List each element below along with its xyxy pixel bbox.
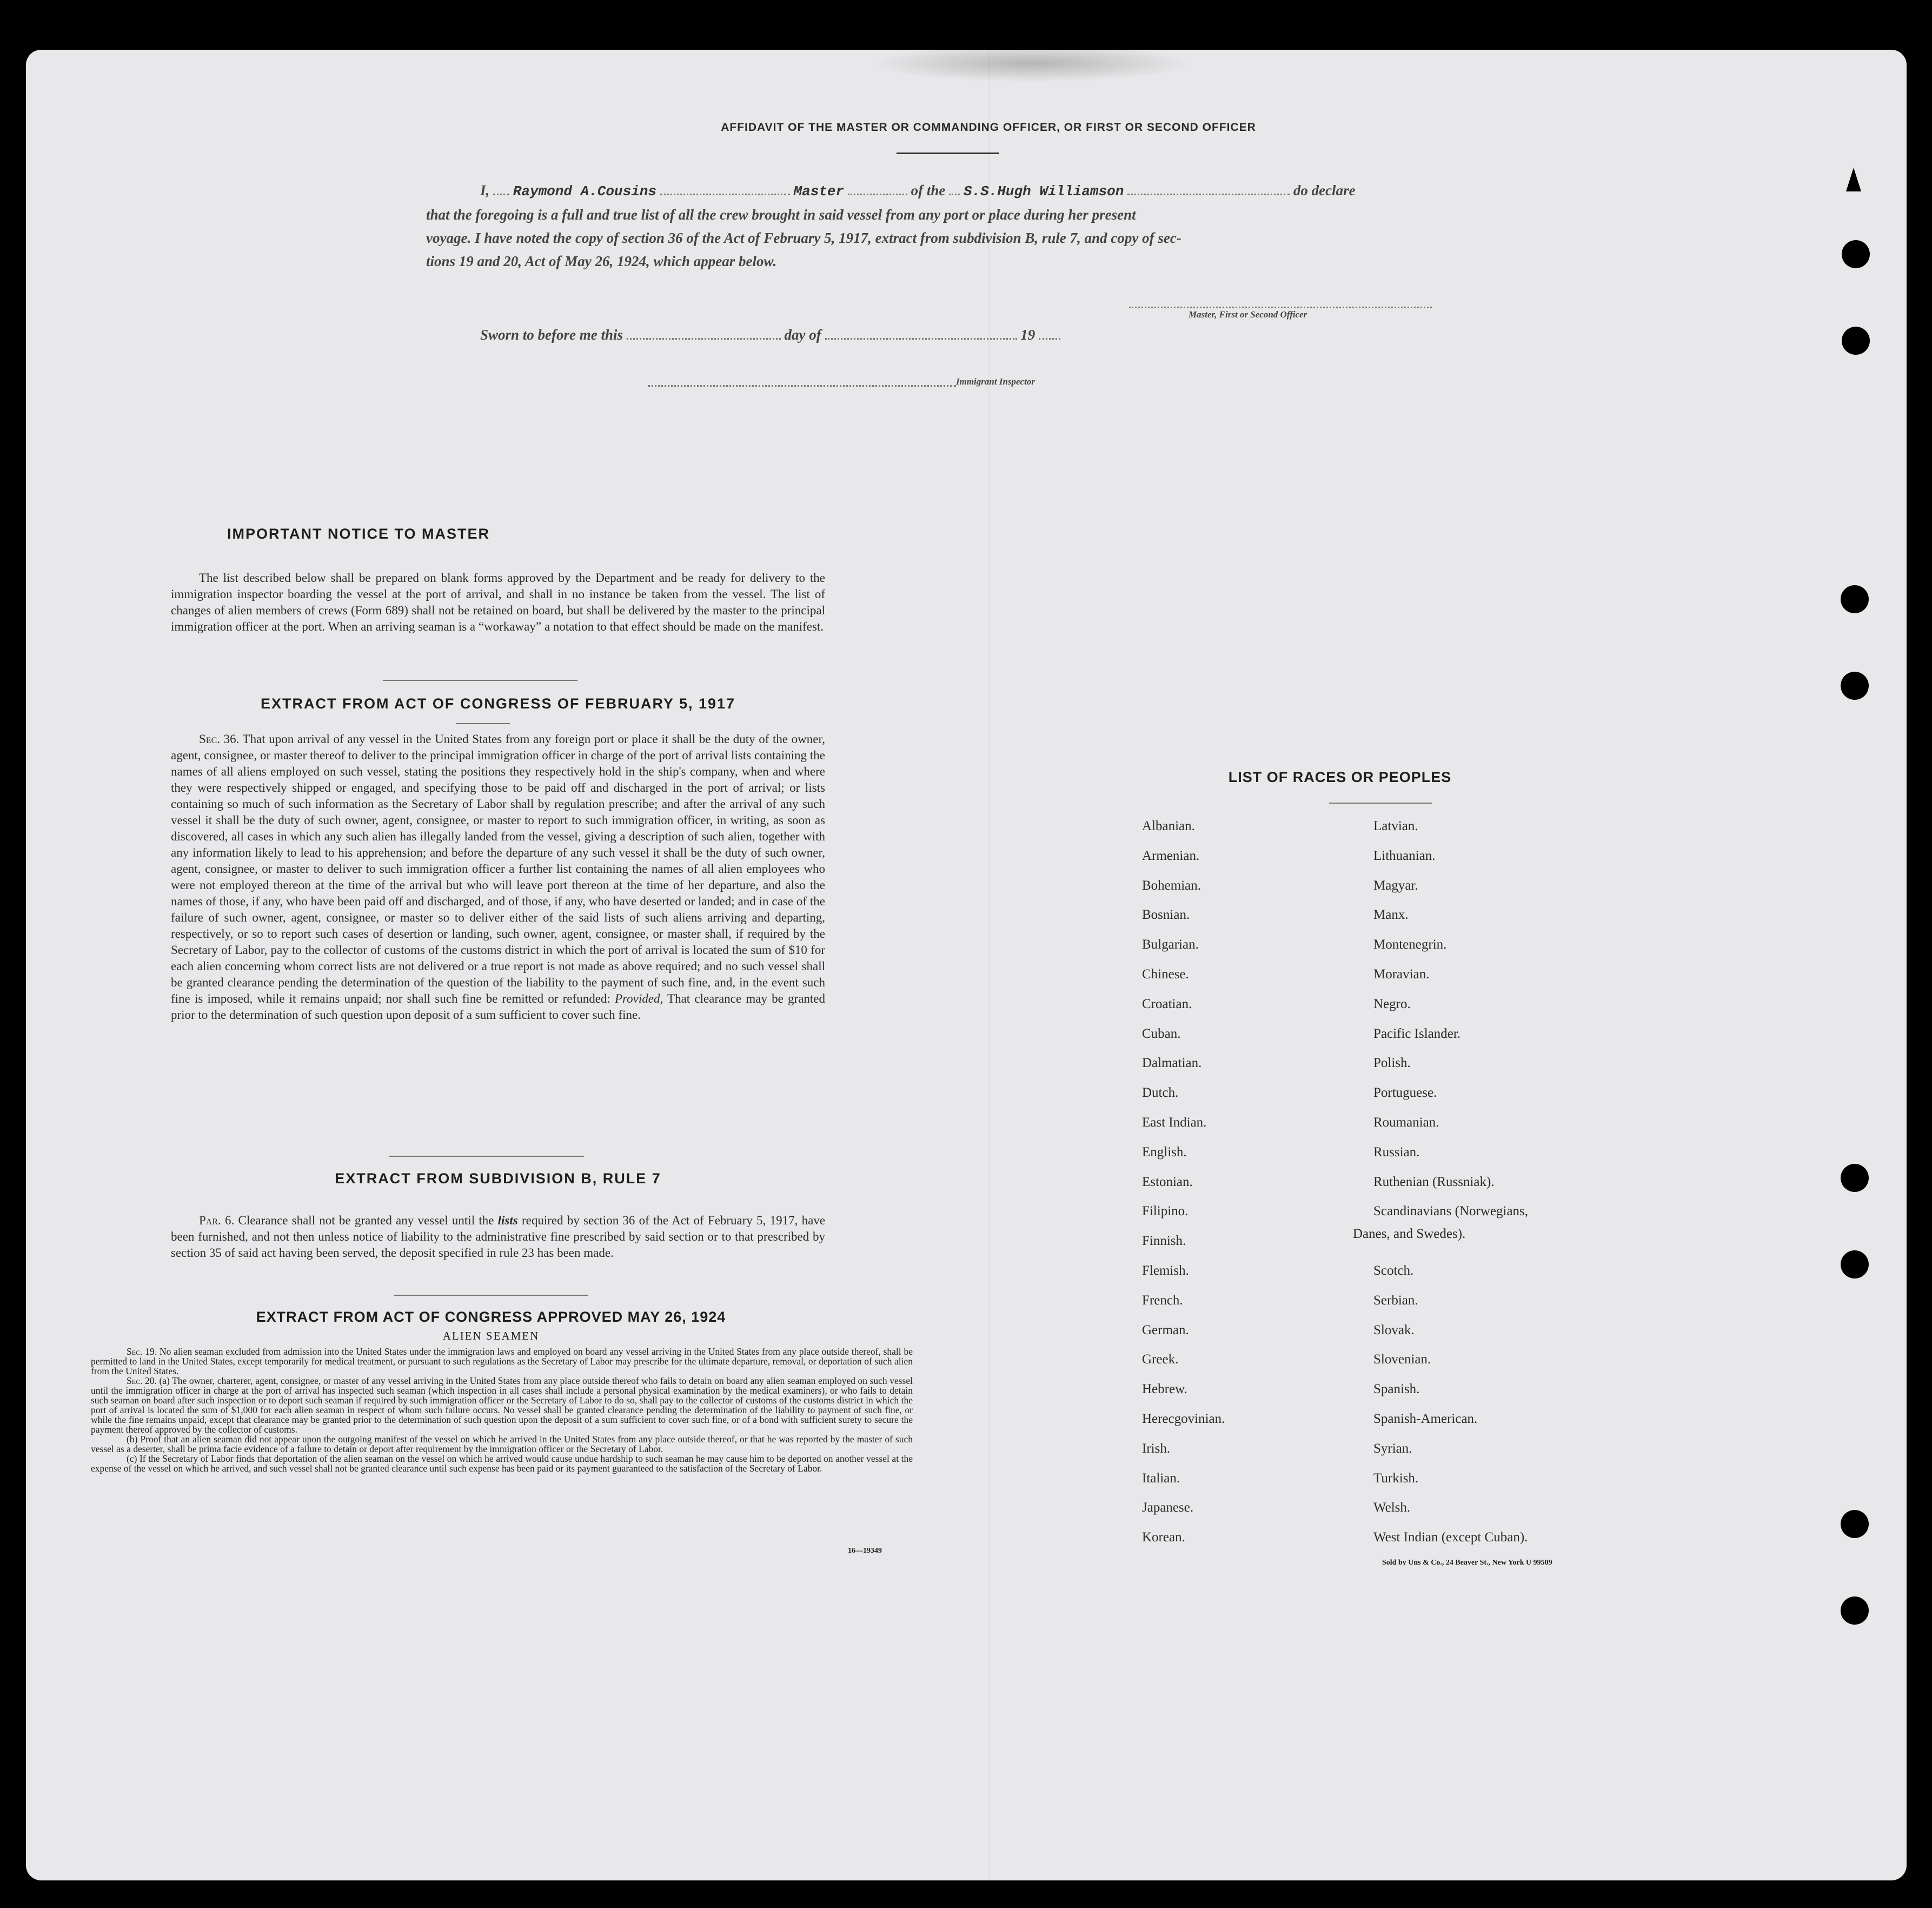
sec-19-label: Sec. 19. — [127, 1346, 157, 1357]
race-item: French. — [1142, 1293, 1183, 1308]
race-item: Slovak. — [1373, 1322, 1415, 1337]
sold-by-note: Sold by Uns & Co., 24 Beaver St., New York U 99509 — [1382, 1559, 1552, 1567]
extract-1924-title: EXTRACT FROM ACT OF CONGRESS APPROVED MAY 26, 1924 — [256, 1309, 726, 1325]
par-6-label: Par. 6. — [199, 1214, 235, 1227]
signature-label: Master, First or Second Officer — [1189, 309, 1307, 320]
sec-20-label: Sec. 20. — [127, 1375, 157, 1386]
race-item: Greek. — [1142, 1352, 1179, 1367]
divider — [389, 1156, 584, 1157]
notice-title: IMPORTANT NOTICE TO MASTER — [227, 526, 490, 542]
race-item: Dutch. — [1142, 1085, 1179, 1101]
race-item: Ruthenian (Russniak). — [1373, 1174, 1495, 1189]
affidavit-line-3: voyage. I have noted the copy of section 36 of the Act of February 5, 1917, extract from subdivision B, rule 7, and copy of sec- — [426, 230, 1181, 246]
race-item: Italian. — [1142, 1470, 1180, 1486]
race-item: Moravian. — [1373, 967, 1430, 982]
divider — [394, 1295, 588, 1296]
race-item: Japanese. — [1142, 1500, 1194, 1515]
affidavit-title: AFFIDAVIT OF THE MASTER OR COMMANDING OFFICER, OR FIRST OR SECOND OFFICER — [721, 121, 1256, 134]
race-item: Syrian. — [1373, 1441, 1412, 1456]
race-item: Turkish. — [1373, 1470, 1419, 1486]
races-title: LIST OF RACES OR PEOPLES — [1228, 769, 1452, 785]
form-number: 16—19349 — [848, 1547, 882, 1555]
race-item: Negro. — [1373, 996, 1411, 1011]
race-item: Filipino. — [1142, 1204, 1189, 1219]
extract-1924-text: Sec. 19. No alien seaman excluded from admission into the United States under the immigration laws and employed on board any vessel arriving in the United States from any place outside thereof, shall be permitted to land in the United States, except temporarily for medical treatment, or pursuant to such regulations as the Secretary of Labor may prescribe for the ultimate departure, removal, or deportation of such alien from the United States. Sec. 20. (a) The owner, charterer, agent, consignee, or master of any vessel arriving in the United States from any place outside thereof who fails to detain on board any alien seaman employed on such vessel until the immigration officer in charge at the port of arrival has inspected such seaman (which inspection in all cases shall include a personal physical examination by the medical examiners), or who fails to detain such seaman on board after such inspection or to deport such seaman if required by such immigration officer or the Secretary of Labor to do so, shall pay to the collector of customs of the customs district in which the port of arrival is located the sum of $1,000 for each alien seaman in respect of whom such failure occurs. No vessel shall be granted clearance pending the determination of the liability to payment of such fine, or while the fine remains unpaid, except that clearance may be granted prior to the determination of such question upon the deposit of a sum sufficient to cover such fine, or of a bond with sufficient surety to secure the payment thereof approved by the collector of customs. (b) Proof that an alien seaman did not appear upon the outgoing manifest of the vessel on which he arrived in the United States from any place outside thereof, or that he was reported by the master of such vessel as a deserter, shall be prima facie evidence of a failure to detain or deport after requirement by the immigration officer or the Secretary of Labor. (c) If the Secretary of Labor finds that deportation of the alien seaman on the vessel on which he arrived would cause undue hardship to such seaman he may cause him to be deported on another vessel at the expense of the vessel on which he arrived, and such vessel shall not be granted clearance until such expense has been paid or its payment guaranteed to the satisfaction of the Secretary of Labor. — [91, 1346, 913, 1474]
punch-hole — [1841, 1164, 1869, 1192]
race-item: Magyar. — [1373, 878, 1418, 893]
punch-hole — [1841, 585, 1869, 613]
race-item: Flemish. — [1142, 1263, 1189, 1278]
race-item: Dalmatian. — [1142, 1056, 1202, 1071]
rule-7-title: EXTRACT FROM SUBDIVISION B, RULE 7 — [335, 1170, 661, 1187]
inspector-signature-line — [648, 385, 956, 387]
signature-line — [1129, 307, 1432, 308]
punch-hole — [1841, 1510, 1869, 1538]
race-item: Russian. — [1373, 1144, 1420, 1160]
race-item: Lithuanian. — [1373, 848, 1436, 863]
race-item: Albanian. — [1142, 819, 1195, 833]
punch-hole — [1842, 240, 1870, 268]
document-page — [26, 50, 1907, 1880]
race-item: Spanish-American. — [1373, 1412, 1478, 1426]
race-item: Roumanian. — [1373, 1115, 1439, 1130]
sworn-line: Sworn to before me this day of 19 — [480, 327, 1060, 343]
race-item: Polish. — [1373, 1056, 1411, 1071]
race-item: Bulgarian. — [1142, 937, 1199, 952]
divider — [383, 680, 577, 681]
race-item: Hebrew. — [1142, 1382, 1187, 1397]
triangle-marker — [1846, 168, 1861, 191]
race-item: Chinese. — [1142, 967, 1189, 982]
race-item: Korean. — [1142, 1530, 1185, 1545]
rule-7-text: Par. 6. Clearance shall not be granted any vessel until the lists required by section 36 of the Act of February 5, 1917, have been furnished, and not then unless notice of liability to the administrative fine prescribed by said section or to that prescribed by section 35 of said act having been served, the deposit specified in rule 23 has been made. — [171, 1214, 826, 1260]
race-item: West Indian (except Cuban). — [1373, 1530, 1528, 1545]
affidavit-line-4: tions 19 and 20, Act of May 26, 1924, which appear below. — [426, 253, 777, 269]
notice-text: The list described below shall be prepared on blank forms approved by the Department and be ready for delivery to the immigration inspector boarding the vessel at the port of arrival, and shall in no instance be taken from the vessel. The list of changes of alien members of crews (Form 689) shall not be retained on board, but shall be delivered by the master to the principal immigration officer at the port. When an arriving seaman is a “workaway” a notation to that effect should be made on the manifest. — [171, 571, 825, 633]
punch-hole — [1841, 1596, 1869, 1625]
punch-hole — [1841, 1250, 1869, 1278]
race-item: Spanish. — [1373, 1382, 1420, 1397]
race-item: English. — [1142, 1144, 1187, 1160]
race-item: Montenegrin. — [1373, 937, 1447, 952]
punch-hole — [1842, 327, 1870, 355]
race-item: East Indian. — [1142, 1115, 1207, 1130]
race-item: Estonian. — [1142, 1174, 1193, 1189]
alien-seamen-subtitle: ALIEN SEAMEN — [442, 1329, 540, 1342]
race-item: Herecgovinian. — [1142, 1412, 1225, 1426]
race-item: Bohemian. — [1142, 878, 1201, 893]
race-item: Welsh. — [1373, 1500, 1411, 1515]
vessel-name: S.S.Hugh Williamson — [963, 183, 1124, 200]
race-item: Slovenian. — [1373, 1352, 1431, 1367]
race-item: Pacific Islander. — [1373, 1026, 1461, 1041]
extract-1917-text: Sec. 36. That upon arrival of any vessel in the United States from any foreign port or place it shall be the duty of the owner, agent, consignee, or master thereof to deliver to the principal immigration officer in charge of the port of arrival lists containing the names of all aliens employed on such vessel, stating the positions they respectively hold in the ship's company, when and where they were respectively shipped or engaged, and specifying those to be paid off and discharged in the port of arrival; or lists containing so much of such information as the Secretary of Labor shall by regulation prescribe; and after the arrival of any such vessel it shall be the duty of such owner, agent, consignee, or master to report to such immigration officer, in writing, as soon as discovered, all cases in which any such alien has illegally landed from the vessel, giving a description of such alien, together with any information likely to lead to his apprehension; and before the departure of any such vessel it shall be the duty of such owner, agent, consignee, or master to deliver to such immigration officer a further list containing the names of all alien employees who were not employed thereon at the time of the arrival but who will leave port thereon at the time of her departure, and also the names of those, if any, who have been paid off and discharged, and of those, if any, who have deserted or landed; and in case of the failure of such owner, agent, consignee, or master so to deliver either of the said lists of such aliens arriving and departing, respectively, or so to report such cases of desertion or landing, such owner, agent, consignee, or master shall, if required by the Secretary of Labor, pay to the collector of customs of the customs district in which the port of arrival is located the sum of $10 for each alien concerning whom correct lists are not delivered or a true report is not made as above required; and no such vessel shall be granted clearance pending the determination of the question of the liability to the payment of such fine, and, in the event such fine is imposed, while it remains unpaid; nor shall such fine be remitted or refunded: Provided, That clearance may be granted prior to the determination of such question upon deposit of a sum sufficient to cover such fine. — [171, 732, 826, 1022]
race-item: Armenian. — [1142, 848, 1200, 863]
race-item: Finnish. — [1142, 1234, 1186, 1249]
race-item: Scotch. — [1373, 1263, 1414, 1278]
inspector-label: Immigrant Inspector — [956, 376, 1035, 387]
race-item: Croatian. — [1142, 996, 1192, 1011]
extract-1917-title: EXTRACT FROM ACT OF CONGRESS OF FEBRUARY 5, 1917 — [260, 695, 736, 712]
race-item: Serbian. — [1373, 1293, 1418, 1308]
race-item-continuation: Danes, and Swedes). — [1353, 1227, 1466, 1241]
master-name: Raymond A.Cousins — [513, 183, 657, 200]
divider — [456, 723, 510, 724]
race-item: Irish. — [1142, 1441, 1171, 1456]
race-item: Latvian. — [1373, 819, 1418, 833]
race-item: Portuguese. — [1373, 1085, 1437, 1101]
race-item: Scandinavians (Norwegians, — [1373, 1204, 1529, 1219]
master-rank: Master — [793, 183, 845, 200]
divider — [1329, 803, 1432, 804]
affidavit-line-2: that the foregoing is a full and true list of all the crew brought in said vessel from any port or place during her present — [426, 207, 1136, 223]
race-item: German. — [1142, 1322, 1189, 1337]
sec-36-label: Sec. 36. — [199, 732, 240, 746]
race-item: Bosnian. — [1142, 907, 1190, 923]
scan-smudge — [869, 50, 1194, 82]
race-item: Manx. — [1373, 907, 1409, 923]
race-item: Cuban. — [1142, 1026, 1181, 1041]
affidavit-line-1: I, Raymond A.Cousins Master of the S.S.Hugh Williamson do declare — [480, 182, 1356, 200]
title-underline — [897, 153, 999, 154]
punch-hole — [1841, 672, 1869, 700]
